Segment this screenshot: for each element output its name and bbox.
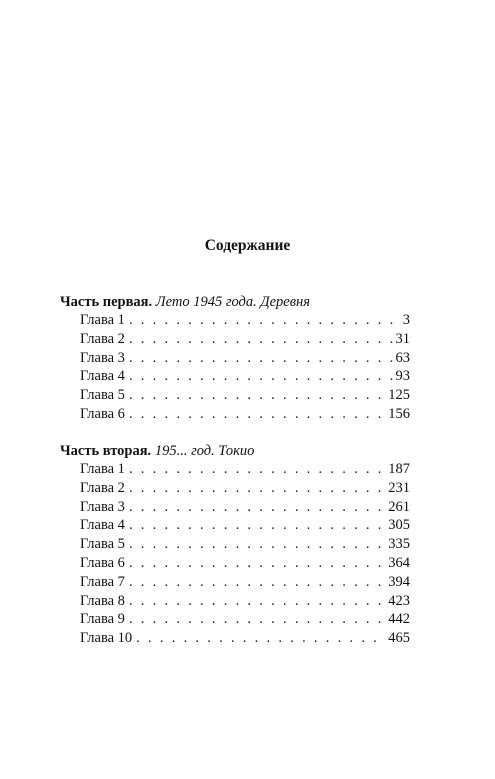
page-number: 63 (395, 349, 410, 366)
part-label: Часть первая. (60, 294, 153, 310)
chapter-label: Глава 5 (80, 536, 125, 553)
dot-leader (129, 349, 393, 368)
part-label: Часть вторая. (60, 443, 152, 459)
dot-leader (129, 573, 385, 592)
toc-entry[interactable] (60, 629, 410, 648)
toc-entry[interactable] (60, 479, 410, 498)
chapter-label: Глава 6 (80, 405, 125, 422)
part-subtitle: Лето 1945 года. Деревня (155, 294, 310, 310)
dot-leader (129, 498, 385, 517)
chapter-label: Глава 3 (80, 498, 125, 515)
chapter-label: Глава 2 (80, 479, 125, 496)
toc-entry[interactable] (60, 405, 410, 424)
toc-entry[interactable] (60, 592, 410, 611)
chapter-label: Глава 4 (80, 368, 125, 385)
dot-leader (136, 629, 385, 648)
chapter-list (60, 311, 410, 424)
page-number: 31 (395, 330, 410, 347)
toc-part-1 (60, 293, 410, 424)
toc-entry[interactable] (60, 349, 410, 368)
page-number: 93 (395, 368, 410, 385)
chapter-label: Глава 4 (80, 517, 125, 534)
dot-leader (129, 405, 385, 424)
chapter-label: Глава 3 (80, 349, 125, 366)
chapter-label: Глава 9 (80, 611, 125, 628)
toc-entry[interactable] (60, 573, 410, 592)
dot-leader (129, 554, 385, 573)
toc-entry[interactable] (60, 535, 410, 554)
chapter-label: Глава 8 (80, 592, 125, 609)
toc-entry[interactable] (60, 330, 410, 349)
part-heading (60, 293, 410, 311)
toc-entry[interactable] (60, 311, 410, 330)
page-number: 394 (388, 573, 410, 590)
page-number: 231 (388, 479, 410, 496)
page-number: 335 (388, 536, 410, 553)
dot-leader (129, 610, 385, 629)
dot-leader (129, 386, 385, 405)
toc-entry[interactable] (60, 367, 410, 386)
page-number: 261 (388, 498, 410, 515)
dot-leader (129, 311, 400, 330)
page-number: 305 (388, 517, 410, 534)
part-heading (60, 442, 410, 460)
chapter-label: Глава 1 (80, 312, 125, 328)
toc-entry[interactable] (60, 516, 410, 535)
toc-entry[interactable] (60, 460, 410, 479)
chapter-label: Глава 2 (80, 330, 125, 347)
dot-leader (129, 535, 385, 554)
chapter-label: Глава 7 (80, 573, 125, 590)
page-number: 3 (402, 312, 410, 328)
dot-leader (129, 592, 385, 611)
page-number: 187 (388, 461, 410, 477)
chapter-label: Глава 10 (80, 630, 133, 647)
part-subtitle: 195... год. Токио (154, 443, 255, 459)
dot-leader (129, 367, 393, 386)
page-number: 423 (388, 592, 410, 609)
page-number: 156 (388, 405, 410, 422)
chapter-label: Глава 1 (80, 461, 125, 477)
toc-part-2 (60, 442, 410, 648)
toc-entry[interactable] (60, 386, 410, 405)
chapter-label: Глава 5 (80, 387, 125, 404)
dot-leader (129, 460, 385, 479)
chapter-list (60, 460, 410, 648)
page-title: Содержание (204, 237, 291, 254)
page-number: 442 (388, 611, 410, 628)
page-number: 364 (388, 554, 410, 571)
toc-entry[interactable] (60, 610, 410, 629)
page-number: 125 (388, 387, 410, 404)
dot-leader (129, 330, 393, 349)
dot-leader (129, 479, 385, 498)
dot-leader (129, 516, 385, 535)
chapter-label: Глава 6 (80, 554, 125, 571)
toc-entry[interactable] (60, 498, 410, 517)
page-number: 465 (388, 630, 410, 647)
toc-entry[interactable] (60, 554, 410, 573)
